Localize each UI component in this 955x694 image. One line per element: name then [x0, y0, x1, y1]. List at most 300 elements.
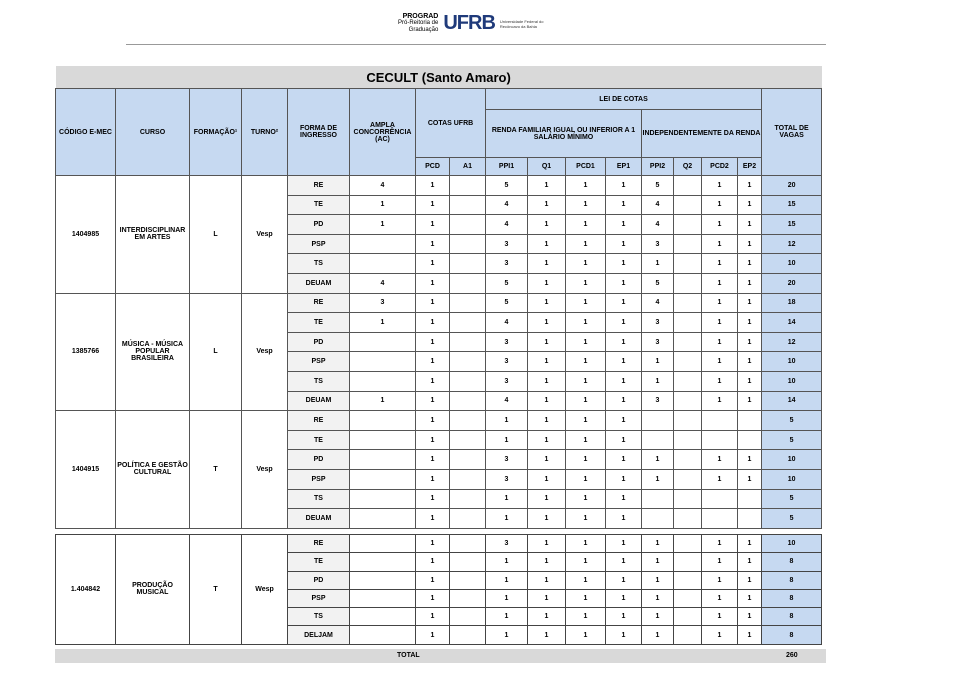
value-cell: 1 [416, 553, 450, 571]
value-cell [350, 608, 416, 626]
total-cell: 10 [762, 254, 822, 274]
value-cell: 1 [416, 608, 450, 626]
table-row [56, 411, 822, 431]
value-cell: 1 [606, 430, 642, 450]
total-cell: 5 [762, 411, 822, 431]
value-cell: 1 [606, 352, 642, 372]
forma-cell: PD [288, 215, 350, 235]
value-cell [350, 509, 416, 529]
value-cell: 1 [702, 391, 738, 411]
value-cell: 1 [416, 195, 450, 215]
total-cell: 14 [762, 313, 822, 333]
forma-cell: TE [288, 195, 350, 215]
total-cell: 5 [762, 509, 822, 529]
value-cell [702, 411, 738, 431]
value-cell: 1 [350, 195, 416, 215]
course-codigo: 1404915 [56, 411, 116, 529]
col-formacao: FORMAÇÃO¹ [190, 89, 242, 176]
value-cell: 1 [566, 176, 606, 196]
value-cell: 1 [738, 450, 762, 470]
total-cell: 14 [762, 391, 822, 411]
total-cell: 8 [762, 626, 822, 644]
value-cell: 1 [528, 254, 566, 274]
value-cell [450, 450, 486, 470]
value-cell: 1 [528, 313, 566, 333]
value-cell: 1 [566, 553, 606, 571]
value-cell: 4 [642, 195, 674, 215]
course-curso: PRODUÇÃO MUSICAL [116, 535, 190, 645]
total-label: TOTAL [397, 652, 420, 659]
value-cell: 5 [642, 273, 674, 293]
value-cell: 1 [606, 371, 642, 391]
value-cell: 5 [486, 293, 528, 313]
value-cell: 1 [528, 535, 566, 553]
value-cell: 1 [486, 509, 528, 529]
col-independente: INDEPENDENTEMENTE DA RENDA [642, 110, 762, 158]
value-cell: 1 [486, 626, 528, 644]
value-cell: 1 [416, 332, 450, 352]
value-cell: 1 [566, 371, 606, 391]
value-cell: 1 [702, 234, 738, 254]
forma-cell: TS [288, 254, 350, 274]
value-cell: 1 [642, 608, 674, 626]
value-cell: 1 [702, 535, 738, 553]
value-cell [674, 553, 702, 571]
course-codigo: 1.404842 [56, 535, 116, 645]
value-cell: 1 [702, 469, 738, 489]
value-cell: 1 [416, 535, 450, 553]
value-cell: 3 [486, 254, 528, 274]
col-sub: PCD [416, 158, 450, 176]
value-cell: 1 [566, 293, 606, 313]
value-cell [350, 450, 416, 470]
total-cell: 10 [762, 371, 822, 391]
value-cell [674, 371, 702, 391]
col-sub: PCD2 [702, 158, 738, 176]
value-cell: 1 [606, 176, 642, 196]
total-cell: 8 [762, 571, 822, 589]
value-cell [450, 254, 486, 274]
value-cell: 1 [606, 608, 642, 626]
value-cell: 1 [566, 589, 606, 607]
value-cell: 1 [566, 430, 606, 450]
value-cell [674, 469, 702, 489]
value-cell: 1 [606, 450, 642, 470]
value-cell [674, 195, 702, 215]
value-cell: 1 [606, 254, 642, 274]
course-turno: Vesp [242, 411, 288, 529]
value-cell: 1 [606, 509, 642, 529]
value-cell [674, 509, 702, 529]
value-cell: 1 [642, 450, 674, 470]
value-cell [642, 411, 674, 431]
value-cell: 1 [606, 293, 642, 313]
value-cell [450, 391, 486, 411]
value-cell: 1 [702, 371, 738, 391]
value-cell [350, 352, 416, 372]
course-curso: MÚSICA - MÚSICA POPULAR BRASILEIRA [116, 293, 190, 411]
value-cell [350, 589, 416, 607]
value-cell: 4 [486, 195, 528, 215]
total-cell: 15 [762, 215, 822, 235]
total-value: 260 [786, 652, 798, 659]
col-sub: A1 [450, 158, 486, 176]
value-cell [350, 371, 416, 391]
col-sub: EP1 [606, 158, 642, 176]
value-cell: 1 [416, 430, 450, 450]
value-cell: 1 [738, 293, 762, 313]
value-cell: 1 [738, 391, 762, 411]
value-cell [450, 589, 486, 607]
course-codigo: 1404985 [56, 176, 116, 294]
value-cell [450, 608, 486, 626]
value-cell: 1 [528, 352, 566, 372]
forma-cell: DEUAM [288, 391, 350, 411]
value-cell [674, 332, 702, 352]
forma-cell: TE [288, 553, 350, 571]
value-cell: 1 [702, 589, 738, 607]
course-codigo: 1385766 [56, 293, 116, 411]
value-cell: 4 [350, 273, 416, 293]
value-cell [350, 571, 416, 589]
value-cell: 1 [528, 293, 566, 313]
value-cell: 1 [416, 176, 450, 196]
value-cell: 1 [528, 391, 566, 411]
value-cell: 1 [416, 450, 450, 470]
value-cell: 1 [566, 571, 606, 589]
value-cell: 1 [702, 254, 738, 274]
total-cell: 10 [762, 450, 822, 470]
value-cell [450, 535, 486, 553]
prograd-label: PROGRAD Pró-Reitoria de Graduação [398, 13, 439, 33]
col-sub: EP2 [738, 158, 762, 176]
value-cell: 1 [606, 553, 642, 571]
value-cell [450, 176, 486, 196]
value-cell: 1 [566, 450, 606, 470]
value-cell: 1 [606, 313, 642, 333]
value-cell: 3 [486, 535, 528, 553]
forma-cell: RE [288, 411, 350, 431]
value-cell [450, 489, 486, 509]
value-cell: 3 [642, 332, 674, 352]
value-cell: 1 [566, 195, 606, 215]
value-cell: 1 [606, 535, 642, 553]
value-cell: 1 [528, 553, 566, 571]
course-curso: INTERDISCIPLINAR EM ARTES [116, 176, 190, 294]
value-cell: 1 [416, 589, 450, 607]
value-cell: 1 [738, 332, 762, 352]
col-sub: Q1 [528, 158, 566, 176]
value-cell: 1 [416, 469, 450, 489]
col-lei-cotas: LEI DE COTAS [486, 89, 762, 110]
forma-cell: DEUAM [288, 273, 350, 293]
value-cell: 1 [528, 332, 566, 352]
value-cell: 1 [738, 195, 762, 215]
value-cell [738, 430, 762, 450]
value-cell: 1 [566, 608, 606, 626]
course-turno: Vesp [242, 176, 288, 294]
value-cell: 1 [738, 273, 762, 293]
value-cell: 1 [702, 313, 738, 333]
total-cell: 10 [762, 352, 822, 372]
value-cell: 4 [350, 176, 416, 196]
value-cell [674, 313, 702, 333]
ufrb-subtitle: Universidade Federal do Recôncavo da Bahia [499, 18, 544, 29]
table-row [56, 535, 822, 553]
total-cell: 8 [762, 608, 822, 626]
value-cell [350, 469, 416, 489]
course-curso: POLÍTICA E GESTÃO CULTURAL [116, 411, 190, 529]
value-cell: 1 [702, 553, 738, 571]
value-cell: 1 [606, 273, 642, 293]
value-cell: 1 [738, 571, 762, 589]
forma-cell: TE [288, 430, 350, 450]
forma-cell: TS [288, 489, 350, 509]
forma-cell: DELJAM [288, 626, 350, 644]
value-cell: 3 [486, 332, 528, 352]
value-cell: 1 [350, 391, 416, 411]
forma-cell: PSP [288, 352, 350, 372]
value-cell: 5 [642, 176, 674, 196]
value-cell: 1 [606, 489, 642, 509]
total-cell: 12 [762, 234, 822, 254]
value-cell: 1 [702, 626, 738, 644]
value-cell: 1 [528, 234, 566, 254]
total-cell: 18 [762, 293, 822, 313]
col-ampla: AMPLA CONCORRÊNCIA (AC) [350, 89, 416, 176]
total-cell: 8 [762, 553, 822, 571]
value-cell: 1 [528, 371, 566, 391]
value-cell: 3 [486, 371, 528, 391]
forma-cell: PSP [288, 589, 350, 607]
forma-cell: DEUAM [288, 509, 350, 529]
value-cell [450, 626, 486, 644]
forma-cell: RE [288, 293, 350, 313]
value-cell: 1 [566, 509, 606, 529]
value-cell [450, 411, 486, 431]
value-cell: 1 [416, 293, 450, 313]
value-cell [674, 626, 702, 644]
value-cell [702, 430, 738, 450]
value-cell: 1 [416, 254, 450, 274]
value-cell: 1 [486, 608, 528, 626]
value-cell: 1 [350, 313, 416, 333]
forma-cell: TS [288, 608, 350, 626]
forma-cell: PD [288, 450, 350, 470]
value-cell: 1 [528, 589, 566, 607]
value-cell: 5 [486, 176, 528, 196]
col-codigo: CÓDIGO E-MEC [56, 89, 116, 176]
value-cell: 1 [738, 535, 762, 553]
col-renda: RENDA FAMILIAR IGUAL OU INFERIOR A 1 SALÁRIO MÍNIMO [486, 110, 642, 158]
value-cell [450, 371, 486, 391]
total-cell: 10 [762, 535, 822, 553]
forma-cell: PD [288, 571, 350, 589]
value-cell: 1 [528, 626, 566, 644]
value-cell [450, 430, 486, 450]
col-sub: PPI1 [486, 158, 528, 176]
value-cell: 1 [606, 469, 642, 489]
forma-cell: RE [288, 176, 350, 196]
course-formacao: T [190, 535, 242, 645]
value-cell [738, 411, 762, 431]
value-cell [350, 535, 416, 553]
value-cell: 1 [738, 371, 762, 391]
value-cell: 3 [486, 450, 528, 470]
value-cell: 1 [738, 215, 762, 235]
producao-table [55, 534, 822, 645]
value-cell: 1 [702, 176, 738, 196]
total-bar [55, 649, 826, 663]
value-cell [350, 430, 416, 450]
value-cell: 1 [566, 234, 606, 254]
value-cell [738, 509, 762, 529]
value-cell: 1 [416, 571, 450, 589]
value-cell: 1 [528, 608, 566, 626]
value-cell: 4 [486, 313, 528, 333]
value-cell: 1 [416, 626, 450, 644]
course-formacao: L [190, 293, 242, 411]
value-cell: 1 [606, 571, 642, 589]
value-cell: 3 [486, 469, 528, 489]
value-cell: 1 [350, 215, 416, 235]
value-cell [674, 293, 702, 313]
course-turno: Wesp [242, 535, 288, 645]
value-cell: 3 [350, 293, 416, 313]
value-cell: 1 [416, 411, 450, 431]
value-cell [674, 411, 702, 431]
header-divider [126, 44, 826, 45]
value-cell: 4 [642, 293, 674, 313]
value-cell: 1 [738, 352, 762, 372]
value-cell [350, 254, 416, 274]
value-cell: 1 [486, 411, 528, 431]
vagas-table [55, 66, 822, 529]
value-cell: 1 [416, 391, 450, 411]
value-cell: 1 [606, 332, 642, 352]
value-cell: 1 [702, 273, 738, 293]
value-cell [674, 450, 702, 470]
value-cell: 1 [486, 553, 528, 571]
value-cell: 1 [416, 352, 450, 372]
value-cell: 1 [738, 313, 762, 333]
value-cell [450, 509, 486, 529]
value-cell [642, 509, 674, 529]
value-cell: 1 [486, 589, 528, 607]
value-cell: 1 [606, 589, 642, 607]
col-total: TOTAL DE VAGAS [762, 89, 822, 176]
page-header [0, 10, 955, 44]
value-cell [674, 535, 702, 553]
value-cell [450, 195, 486, 215]
value-cell: 1 [642, 371, 674, 391]
value-cell: 1 [566, 273, 606, 293]
value-cell [450, 293, 486, 313]
value-cell [350, 553, 416, 571]
course-turno: Vesp [242, 293, 288, 411]
value-cell: 1 [566, 469, 606, 489]
value-cell: 5 [486, 273, 528, 293]
value-cell [450, 273, 486, 293]
value-cell: 1 [642, 469, 674, 489]
value-cell: 1 [416, 273, 450, 293]
total-cell: 5 [762, 489, 822, 509]
value-cell: 1 [486, 489, 528, 509]
total-cell: 20 [762, 273, 822, 293]
value-cell: 1 [738, 553, 762, 571]
value-cell: 1 [642, 553, 674, 571]
value-cell [450, 234, 486, 254]
value-cell [450, 332, 486, 352]
value-cell: 1 [566, 391, 606, 411]
col-sub: PCD1 [566, 158, 606, 176]
value-cell: 1 [528, 195, 566, 215]
value-cell: 1 [528, 509, 566, 529]
value-cell [642, 430, 674, 450]
col-cotas-ufrb: COTAS UFRB [416, 89, 486, 158]
value-cell: 1 [416, 234, 450, 254]
value-cell: 1 [528, 215, 566, 235]
value-cell: 1 [566, 352, 606, 372]
table-row [56, 176, 822, 196]
value-cell: 1 [416, 215, 450, 235]
value-cell: 1 [566, 489, 606, 509]
col-sub: Q2 [674, 158, 702, 176]
value-cell: 3 [642, 391, 674, 411]
forma-cell: RE [288, 535, 350, 553]
value-cell: 1 [566, 626, 606, 644]
value-cell [674, 430, 702, 450]
value-cell: 1 [738, 254, 762, 274]
value-cell [450, 571, 486, 589]
total-cell: 5 [762, 430, 822, 450]
value-cell: 1 [566, 254, 606, 274]
value-cell: 1 [702, 608, 738, 626]
value-cell: 3 [486, 352, 528, 372]
forma-cell: PSP [288, 469, 350, 489]
value-cell [674, 608, 702, 626]
value-cell: 1 [738, 589, 762, 607]
value-cell: 1 [528, 176, 566, 196]
forma-cell: PSP [288, 234, 350, 254]
value-cell: 1 [566, 215, 606, 235]
value-cell [450, 215, 486, 235]
value-cell: 1 [566, 411, 606, 431]
value-cell: 1 [642, 571, 674, 589]
value-cell [450, 469, 486, 489]
value-cell [450, 553, 486, 571]
value-cell: 1 [416, 371, 450, 391]
value-cell: 1 [606, 626, 642, 644]
value-cell [702, 509, 738, 529]
value-cell [450, 352, 486, 372]
total-cell: 10 [762, 469, 822, 489]
value-cell: 1 [566, 332, 606, 352]
value-cell: 1 [738, 626, 762, 644]
value-cell [450, 313, 486, 333]
value-cell: 1 [606, 195, 642, 215]
value-cell: 1 [416, 509, 450, 529]
value-cell: 4 [642, 215, 674, 235]
value-cell: 1 [566, 313, 606, 333]
value-cell [738, 489, 762, 509]
value-cell [350, 411, 416, 431]
value-cell [674, 589, 702, 607]
course-formacao: L [190, 176, 242, 294]
value-cell: 3 [642, 234, 674, 254]
value-cell: 1 [566, 535, 606, 553]
value-cell [350, 234, 416, 254]
